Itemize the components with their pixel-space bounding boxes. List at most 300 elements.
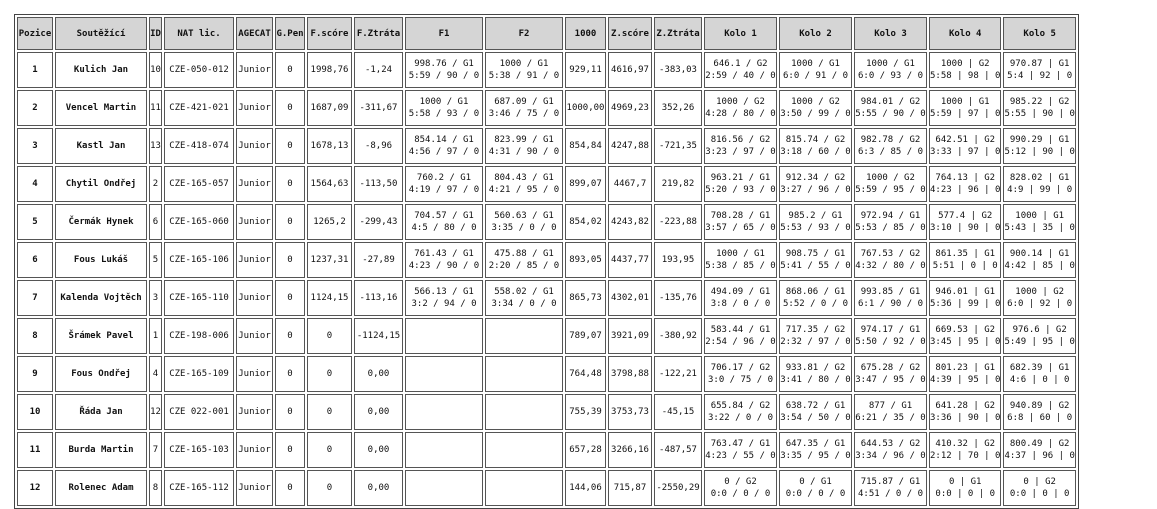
table-row bbox=[17, 470, 1076, 506]
cell-k5 bbox=[1003, 356, 1075, 392]
cell-gpen: 0 bbox=[275, 470, 305, 506]
results-table bbox=[14, 14, 1079, 509]
cell-k1-line: 0:0 / 0 / 0 bbox=[710, 489, 771, 499]
cell-k4-line: 669.53 | G2 bbox=[935, 325, 996, 335]
cell-k1-line: 655.84 / G2 bbox=[710, 401, 771, 411]
cell-nat: CZE-165-112 bbox=[164, 470, 234, 506]
cell-pos: 7 bbox=[17, 280, 53, 316]
cell-k5 bbox=[1003, 470, 1075, 506]
cell-k2-line: 5:53 / 93 / 0 bbox=[780, 223, 851, 233]
cell-fztrata: 0,00 bbox=[354, 394, 403, 430]
cell-k3-line: 972.94 / G1 bbox=[860, 211, 921, 221]
cell-gpen: 0 bbox=[275, 166, 305, 202]
column-header: Kolo 3 bbox=[854, 17, 927, 50]
column-header: F.Ztráta bbox=[354, 17, 403, 50]
cell-k1 bbox=[704, 166, 777, 202]
cell-k2-line: 638.72 / G1 bbox=[785, 401, 846, 411]
table-row bbox=[17, 432, 1076, 468]
cell-f2-line: 558.02 / G1 bbox=[494, 287, 554, 297]
cell-age: Junior bbox=[236, 128, 273, 164]
cell-f2-line: 3:34 / 0 / 0 bbox=[491, 299, 557, 309]
cell-fztrata: 0,00 bbox=[354, 432, 403, 468]
cell-id: 8 bbox=[149, 470, 162, 506]
cell-id: 10 bbox=[149, 52, 162, 88]
cell-k3 bbox=[854, 280, 927, 316]
cell-fscore: 1124,15 bbox=[307, 280, 352, 316]
cell-k1000: 657,28 bbox=[565, 432, 606, 468]
cell-gpen: 0 bbox=[275, 356, 305, 392]
cell-zscore: 4616,97 bbox=[608, 52, 652, 88]
cell-k5-line: 5:12 | 90 | 0 bbox=[1004, 147, 1075, 157]
cell-fscore: 1237,31 bbox=[307, 242, 352, 278]
cell-f1 bbox=[405, 166, 483, 202]
cell-zscore: 3921,09 bbox=[608, 318, 652, 354]
cell-k3-line: 5:53 / 85 / 0 bbox=[855, 223, 926, 233]
cell-zscore: 4247,88 bbox=[608, 128, 652, 164]
cell-f1-line: 704.57 / G1 bbox=[414, 211, 474, 221]
cell-f1-line: 4:5 / 80 / 0 bbox=[411, 223, 477, 233]
cell-f1-line: 761.43 / G1 bbox=[414, 249, 474, 259]
cell-name: Vencel Martin bbox=[55, 90, 147, 126]
cell-k5-line: 900.14 | G1 bbox=[1009, 249, 1070, 259]
cell-k2 bbox=[779, 52, 852, 88]
cell-k3 bbox=[854, 90, 927, 126]
column-header: F2 bbox=[485, 17, 563, 50]
cell-gpen: 0 bbox=[275, 280, 305, 316]
cell-k5-line: 4:37 | 96 | 0 bbox=[1004, 451, 1075, 461]
cell-id: 6 bbox=[149, 204, 162, 240]
cell-zztrata: -2550,29 bbox=[654, 470, 702, 506]
cell-k3-line: 877 / G1 bbox=[868, 401, 913, 411]
cell-gpen: 0 bbox=[275, 242, 305, 278]
cell-k1-line: 816.56 / G2 bbox=[710, 135, 771, 145]
cell-k4 bbox=[929, 242, 1001, 278]
cell-name: Burda Martin bbox=[55, 432, 147, 468]
cell-k4-line: 3:45 | 95 | 0 bbox=[930, 337, 1001, 347]
cell-nat: CZE 022-001 bbox=[164, 394, 234, 430]
cell-f2 bbox=[485, 204, 563, 240]
cell-k4 bbox=[929, 52, 1001, 88]
cell-zscore: 4302,01 bbox=[608, 280, 652, 316]
cell-id: 4 bbox=[149, 356, 162, 392]
cell-k1 bbox=[704, 394, 777, 430]
cell-k2 bbox=[779, 470, 852, 506]
cell-nat: CZE-165-106 bbox=[164, 242, 234, 278]
cell-k2-line: 5:41 / 55 / 0 bbox=[780, 261, 851, 271]
cell-f1-line: 1000 / G1 bbox=[419, 97, 469, 107]
cell-k1-line: 1000 / G2 bbox=[716, 97, 765, 107]
cell-gpen: 0 bbox=[275, 52, 305, 88]
cell-k4-line: 1000 | G2 bbox=[940, 59, 990, 69]
cell-f1-line: 566.13 / G1 bbox=[414, 287, 474, 297]
cell-k1-line: 3:23 / 97 / 0 bbox=[705, 147, 776, 157]
cell-k2-line: 647.35 / G1 bbox=[785, 439, 846, 449]
cell-k3 bbox=[854, 356, 927, 392]
cell-k4-line: 4:39 | 95 | 0 bbox=[930, 375, 1001, 385]
cell-f1 bbox=[405, 394, 483, 430]
cell-pos: 4 bbox=[17, 166, 53, 202]
cell-k3-line: 1000 / G1 bbox=[866, 59, 915, 69]
cell-fscore: 1998,76 bbox=[307, 52, 352, 88]
cell-fztrata: -27,89 bbox=[354, 242, 403, 278]
cell-f1 bbox=[405, 356, 483, 392]
cell-k3 bbox=[854, 204, 927, 240]
cell-k2-line: 3:35 / 95 / 0 bbox=[780, 451, 851, 461]
cell-k2 bbox=[779, 318, 852, 354]
cell-k2 bbox=[779, 204, 852, 240]
cell-k1-line: 3:22 / 0 / 0 bbox=[707, 413, 774, 423]
cell-k2-line: 717.35 / G2 bbox=[785, 325, 846, 335]
cell-k5 bbox=[1003, 90, 1075, 126]
cell-name: Fous Lukáš bbox=[55, 242, 147, 278]
cell-f2-line: 1000 / G1 bbox=[499, 59, 549, 69]
cell-k5-line: 800.49 | G2 bbox=[1009, 439, 1070, 449]
cell-k2 bbox=[779, 242, 852, 278]
cell-fztrata: -113,50 bbox=[354, 166, 403, 202]
cell-k3 bbox=[854, 52, 927, 88]
cell-zztrata: -380,92 bbox=[654, 318, 702, 354]
cell-k1000: 865,73 bbox=[565, 280, 606, 316]
cell-fztrata: -8,96 bbox=[354, 128, 403, 164]
cell-k1-line: 2:54 / 96 / 0 bbox=[705, 337, 776, 347]
cell-pos: 2 bbox=[17, 90, 53, 126]
cell-f2 bbox=[485, 166, 563, 202]
cell-name: Kastl Jan bbox=[55, 128, 147, 164]
cell-k4-line: 0:0 | 0 | 0 bbox=[935, 489, 996, 499]
cell-k3 bbox=[854, 394, 927, 430]
cell-k3-line: 4:32 / 80 / 0 bbox=[855, 261, 926, 271]
cell-k2 bbox=[779, 166, 852, 202]
column-header: Kolo 4 bbox=[929, 17, 1001, 50]
cell-k2-line: 912.34 / G2 bbox=[785, 173, 846, 183]
cell-zscore: 4467,7 bbox=[608, 166, 652, 202]
cell-f1 bbox=[405, 470, 483, 506]
table-row bbox=[17, 128, 1076, 164]
column-header: Pozice bbox=[17, 17, 53, 50]
cell-id: 13 bbox=[149, 128, 162, 164]
cell-k5 bbox=[1003, 318, 1075, 354]
cell-f2-line: 687.09 / G1 bbox=[494, 97, 554, 107]
cell-fscore: 1265,2 bbox=[307, 204, 352, 240]
cell-fztrata: -1,24 bbox=[354, 52, 403, 88]
cell-f2-line: 4:31 / 90 / 0 bbox=[488, 147, 560, 157]
cell-k1000: 893,05 bbox=[565, 242, 606, 278]
cell-k4-line: 764.13 | G2 bbox=[935, 173, 996, 183]
column-header: AGECAT bbox=[236, 17, 273, 50]
cell-k5-line: 4:42 | 85 | 0 bbox=[1004, 261, 1075, 271]
cell-zztrata: -487,57 bbox=[654, 432, 702, 468]
cell-k2-line: 1000 / G2 bbox=[791, 97, 840, 107]
cell-age: Junior bbox=[236, 166, 273, 202]
cell-k1000: 755,39 bbox=[565, 394, 606, 430]
cell-k3-line: 6:3 / 85 / 0 bbox=[857, 147, 924, 157]
cell-nat: CZE-418-074 bbox=[164, 128, 234, 164]
cell-k2-line: 3:41 / 80 / 0 bbox=[780, 375, 851, 385]
cell-k1000: 144,06 bbox=[565, 470, 606, 506]
cell-k3-line: 4:51 / 0 / 0 bbox=[857, 489, 924, 499]
cell-fscore: 0 bbox=[307, 356, 352, 392]
cell-zscore: 3798,88 bbox=[608, 356, 652, 392]
cell-zscore: 3266,16 bbox=[608, 432, 652, 468]
cell-name: Rolenec Adam bbox=[55, 470, 147, 506]
cell-f1-line: 5:59 / 90 / 0 bbox=[408, 71, 480, 81]
cell-k1-line: 5:38 / 85 / 0 bbox=[705, 261, 776, 271]
cell-k3-line: 675.28 / G2 bbox=[860, 363, 921, 373]
cell-pos: 3 bbox=[17, 128, 53, 164]
cell-f1 bbox=[405, 318, 483, 354]
cell-age: Junior bbox=[236, 204, 273, 240]
cell-k5 bbox=[1003, 166, 1075, 202]
cell-k5-line: 0:0 | 0 | 0 bbox=[1009, 489, 1070, 499]
cell-k3 bbox=[854, 318, 927, 354]
cell-k5-line: 985.22 | G2 bbox=[1009, 97, 1070, 107]
cell-k5-line: 990.29 | G1 bbox=[1009, 135, 1070, 145]
cell-k4 bbox=[929, 280, 1001, 316]
cell-k4 bbox=[929, 432, 1001, 468]
cell-zztrata: -223,88 bbox=[654, 204, 702, 240]
table-row bbox=[17, 90, 1076, 126]
cell-f1-line: 5:58 / 93 / 0 bbox=[408, 109, 480, 119]
cell-k5 bbox=[1003, 128, 1075, 164]
cell-k1 bbox=[704, 280, 777, 316]
cell-k5-line: 940.89 | G2 bbox=[1009, 401, 1070, 411]
cell-nat: CZE-165-060 bbox=[164, 204, 234, 240]
cell-pos: 8 bbox=[17, 318, 53, 354]
cell-k4-line: 0 | G1 bbox=[948, 477, 982, 487]
cell-id: 7 bbox=[149, 432, 162, 468]
cell-k4-line: 4:23 | 96 | 0 bbox=[930, 185, 1001, 195]
cell-name: Šrámek Pavel bbox=[55, 318, 147, 354]
cell-k2-line: 3:50 / 99 / 0 bbox=[780, 109, 851, 119]
cell-k5 bbox=[1003, 242, 1075, 278]
cell-pos: 11 bbox=[17, 432, 53, 468]
cell-k1-line: 763.47 / G1 bbox=[710, 439, 771, 449]
cell-zscore: 3753,73 bbox=[608, 394, 652, 430]
cell-k2-line: 815.74 / G2 bbox=[785, 135, 846, 145]
cell-k3-line: 974.17 / G1 bbox=[860, 325, 921, 335]
cell-k4-line: 641.28 | G2 bbox=[935, 401, 996, 411]
cell-k1-line: 494.09 / G1 bbox=[710, 287, 771, 297]
cell-fscore: 1687,09 bbox=[307, 90, 352, 126]
cell-name: Kulich Jan bbox=[55, 52, 147, 88]
cell-gpen: 0 bbox=[275, 128, 305, 164]
cell-k3-line: 6:0 / 93 / 0 bbox=[857, 71, 924, 81]
column-header: Soutěžící bbox=[55, 17, 147, 50]
table-row bbox=[17, 166, 1076, 202]
cell-id: 2 bbox=[149, 166, 162, 202]
cell-f1 bbox=[405, 128, 483, 164]
cell-f1-line: 4:56 / 97 / 0 bbox=[408, 147, 480, 157]
cell-gpen: 0 bbox=[275, 204, 305, 240]
cell-k2-line: 3:54 / 50 / 0 bbox=[780, 413, 851, 423]
cell-f1 bbox=[405, 242, 483, 278]
cell-zztrata: -45,15 bbox=[654, 394, 702, 430]
cell-k1000: 899,07 bbox=[565, 166, 606, 202]
cell-k4 bbox=[929, 128, 1001, 164]
cell-k2-line: 6:0 / 91 / 0 bbox=[782, 71, 849, 81]
cell-f2-line: 560.63 / G1 bbox=[494, 211, 554, 221]
cell-k3 bbox=[854, 166, 927, 202]
cell-f1 bbox=[405, 90, 483, 126]
cell-zscore: 715,87 bbox=[608, 470, 652, 506]
cell-age: Junior bbox=[236, 280, 273, 316]
cell-pos: 10 bbox=[17, 394, 53, 430]
cell-k5 bbox=[1003, 394, 1075, 430]
cell-f2 bbox=[485, 280, 563, 316]
cell-k1-line: 2:59 / 40 / 0 bbox=[705, 71, 776, 81]
cell-k3-line: 3:34 / 96 / 0 bbox=[855, 451, 926, 461]
cell-f2 bbox=[485, 394, 563, 430]
cell-gpen: 0 bbox=[275, 394, 305, 430]
cell-f1-line: 4:23 / 90 / 0 bbox=[408, 261, 480, 271]
cell-k1 bbox=[704, 356, 777, 392]
cell-k4-line: 1000 | G1 bbox=[940, 97, 990, 107]
cell-fztrata: -299,43 bbox=[354, 204, 403, 240]
cell-k2-line: 3:18 / 60 / 0 bbox=[780, 147, 851, 157]
cell-k2-line: 0 / G1 bbox=[799, 477, 832, 487]
cell-k2-line: 985.2 / G1 bbox=[788, 211, 843, 221]
cell-k2 bbox=[779, 280, 852, 316]
column-header: Z.scóre bbox=[608, 17, 652, 50]
cell-k1000: 854,84 bbox=[565, 128, 606, 164]
cell-fscore: 1564,63 bbox=[307, 166, 352, 202]
cell-k5-line: 828.02 | G1 bbox=[1009, 173, 1070, 183]
cell-k1000: 1000,00 bbox=[565, 90, 606, 126]
cell-k2-line: 908.75 / G1 bbox=[785, 249, 846, 259]
cell-fztrata: 0,00 bbox=[354, 356, 403, 392]
cell-k3-line: 5:59 / 95 / 0 bbox=[855, 185, 926, 195]
cell-gpen: 0 bbox=[275, 318, 305, 354]
cell-k1-line: 3:0 / 75 / 0 bbox=[707, 375, 774, 385]
cell-f2-line: 475.88 / G1 bbox=[494, 249, 554, 259]
cell-k4 bbox=[929, 470, 1001, 506]
cell-k5 bbox=[1003, 52, 1075, 88]
cell-nat: CZE-165-110 bbox=[164, 280, 234, 316]
cell-k1000: 764,48 bbox=[565, 356, 606, 392]
cell-nat: CZE-165-103 bbox=[164, 432, 234, 468]
cell-k1-line: 646.1 / G2 bbox=[713, 59, 768, 69]
cell-pos: 5 bbox=[17, 204, 53, 240]
cell-k2 bbox=[779, 128, 852, 164]
cell-k5-line: 1000 | G1 bbox=[1015, 211, 1065, 221]
cell-k4 bbox=[929, 204, 1001, 240]
cell-k4 bbox=[929, 318, 1001, 354]
cell-zztrata: -383,03 bbox=[654, 52, 702, 88]
cell-k3-line: 644.53 / G2 bbox=[860, 439, 921, 449]
cell-k1 bbox=[704, 318, 777, 354]
cell-f2-line: 4:21 / 95 / 0 bbox=[488, 185, 560, 195]
cell-fscore: 0 bbox=[307, 394, 352, 430]
cell-k3 bbox=[854, 242, 927, 278]
column-header: Z.Ztráta bbox=[654, 17, 702, 50]
cell-id: 11 bbox=[149, 90, 162, 126]
cell-k1-line: 1000 / G1 bbox=[716, 249, 765, 259]
cell-k1 bbox=[704, 52, 777, 88]
cell-name: Kalenda Vojtěch bbox=[55, 280, 147, 316]
cell-k3-line: 3:47 / 95 / 0 bbox=[855, 375, 926, 385]
cell-f1-line: 4:19 / 97 / 0 bbox=[408, 185, 480, 195]
cell-fscore: 1678,13 bbox=[307, 128, 352, 164]
cell-k1-line: 3:8 / 0 / 0 bbox=[710, 299, 771, 309]
cell-k3-line: 982.78 / G2 bbox=[860, 135, 921, 145]
table-row bbox=[17, 280, 1076, 316]
table-row bbox=[17, 356, 1076, 392]
cell-k4-line: 861.35 | G1 bbox=[935, 249, 996, 259]
cell-k3-line: 993.85 / G1 bbox=[860, 287, 921, 297]
cell-k5-line: 976.6 | G2 bbox=[1012, 325, 1067, 335]
cell-k5 bbox=[1003, 280, 1075, 316]
cell-k1 bbox=[704, 204, 777, 240]
cell-age: Junior bbox=[236, 90, 273, 126]
cell-f2 bbox=[485, 242, 563, 278]
table-row bbox=[17, 52, 1076, 88]
cell-k1-line: 708.28 / G1 bbox=[710, 211, 771, 221]
cell-k5-line: 1000 | G2 bbox=[1015, 287, 1065, 297]
cell-f2 bbox=[485, 128, 563, 164]
cell-k1-line: 963.21 / G1 bbox=[710, 173, 771, 183]
cell-k5-line: 4:9 | 99 | 0 bbox=[1007, 185, 1073, 195]
cell-age: Junior bbox=[236, 432, 273, 468]
cell-nat: CZE-198-006 bbox=[164, 318, 234, 354]
cell-f2-line: 5:38 / 91 / 0 bbox=[488, 71, 560, 81]
cell-k5-line: 970.87 | G1 bbox=[1009, 59, 1070, 69]
column-header: ID bbox=[149, 17, 162, 50]
cell-pos: 9 bbox=[17, 356, 53, 392]
cell-id: 5 bbox=[149, 242, 162, 278]
cell-gpen: 0 bbox=[275, 90, 305, 126]
cell-age: Junior bbox=[236, 318, 273, 354]
cell-k4 bbox=[929, 394, 1001, 430]
cell-k5-line: 0 | G2 bbox=[1023, 477, 1056, 487]
cell-f2-line: 3:46 / 75 / 0 bbox=[488, 109, 560, 119]
cell-k4-line: 3:36 | 90 | 0 bbox=[930, 413, 1001, 423]
cell-k3 bbox=[854, 128, 927, 164]
cell-k2 bbox=[779, 394, 852, 430]
column-header: Kolo 5 bbox=[1003, 17, 1075, 50]
cell-k3-line: 984.01 / G2 bbox=[860, 97, 921, 107]
cell-k4-line: 5:58 | 98 | 0 bbox=[930, 71, 1001, 81]
cell-k4-line: 5:59 | 97 | 0 bbox=[930, 109, 1001, 119]
cell-k5-line: 5:4 | 92 | 0 bbox=[1007, 71, 1073, 81]
cell-age: Junior bbox=[236, 242, 273, 278]
cell-fztrata: -113,16 bbox=[354, 280, 403, 316]
cell-k4 bbox=[929, 166, 1001, 202]
cell-k1000: 929,11 bbox=[565, 52, 606, 88]
cell-k4 bbox=[929, 356, 1001, 392]
cell-fscore: 0 bbox=[307, 470, 352, 506]
cell-k3-line: 1000 / G2 bbox=[866, 173, 915, 183]
cell-k4-line: 946.01 | G1 bbox=[935, 287, 996, 297]
cell-k1-line: 4:23 / 55 / 0 bbox=[705, 451, 776, 461]
cell-zztrata: 193,95 bbox=[654, 242, 702, 278]
column-header: Kolo 1 bbox=[704, 17, 777, 50]
cell-f2-line: 2:20 / 85 / 0 bbox=[488, 261, 560, 271]
cell-id: 12 bbox=[149, 394, 162, 430]
column-header: NAT lic. bbox=[164, 17, 234, 50]
cell-k2 bbox=[779, 90, 852, 126]
cell-id: 3 bbox=[149, 280, 162, 316]
cell-k5 bbox=[1003, 432, 1075, 468]
cell-f2-line: 823.99 / G1 bbox=[494, 135, 554, 145]
cell-k2-line: 5:52 / 0 / 0 bbox=[782, 299, 849, 309]
cell-k3-line: 6:1 / 90 / 0 bbox=[857, 299, 924, 309]
cell-k4-line: 2:12 | 70 | 0 bbox=[930, 451, 1001, 461]
cell-k4-line: 3:10 | 90 | 0 bbox=[930, 223, 1001, 233]
cell-k4-line: 577.4 | G2 bbox=[938, 211, 993, 221]
cell-name: Řáda Jan bbox=[55, 394, 147, 430]
cell-k1-line: 3:57 / 65 / 0 bbox=[705, 223, 776, 233]
cell-name: Čermák Hynek bbox=[55, 204, 147, 240]
